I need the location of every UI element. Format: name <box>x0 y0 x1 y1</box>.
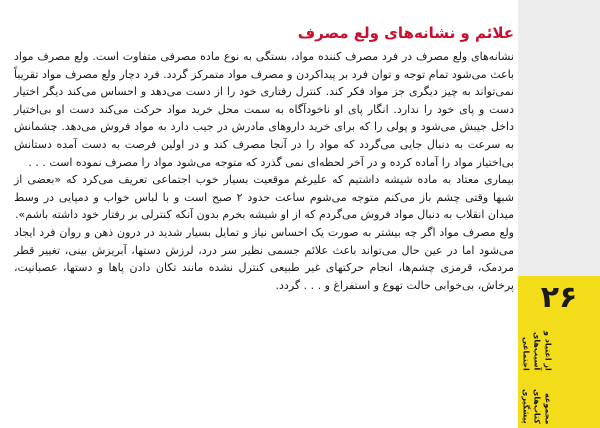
paragraph: ولع مصرف مواد اگر چه بیشتر به صورت یک احساس نیاز و تمایل بسیار شدید در درون ذهن و روان فرد ایجاد می‌شود اما در عین حال می‌تواند باعث علائم جسمی نظیر سر درد، لرزش دستها، آبریزش بینی، تغییر قطر مردمک، قرمزی چشم‌ها، انجام حرکتهای غیر طبیعی کنترل نشده مانند تکان دادن پاها و دستها، عصبانیت، پرخاش، بی‌خوابی حالت تهوع و استفراغ و . . . گردد. <box>14 225 514 292</box>
article-body <box>14 22 514 294</box>
paragraph: نشانه‌های ولع مصرف در فرد مصرف کننده مواد، بستگی به نوع ماده مصرفی متفاوت است. ولع مصرف مواد باعث می‌شود تمام توجه و توان فرد بر پیداکردن و مصرف مواد متمرکز گردد. فرد دچار ولع مصرف مواد تقریباً نمی‌تواند به چیز دیگری جز مواد فکر کند. کنترل رفتاری خود را از دست می‌دهد و احساس می‌کند دیگر اختیار دست و پای خود را ندارد. انگار پای او ناخودآگاه به سمت محل خرید مواد حرکت می‌کند دست او بی‌اختیار داخل جیبش می‌شود و پولی را که برای خرید داروهای مادرش در جیب دارد به مواد فروش می‌دهد. چشمانش به سرعت به دنبال جایی می‌گردد که مواد را در آنجا مصرف کند و در اولین فرصت به دست آمده دستانش بی‌اختیار مواد را آماده کرده و در آخر لحظه‌ای نمی گذرد که متوجه می‌شود مواد را مصرف نموده است . . . <box>14 50 514 169</box>
section-heading: علائم و نشانه‌های ولع مصرف <box>297 24 514 42</box>
series-title-line: از اعتیاد و آسیب‌های اجتماعی <box>521 330 553 371</box>
book-series-title <box>520 312 554 424</box>
series-title-line: مجموعه کتاب‌های پیشگیری <box>521 389 553 424</box>
paragraph: بیماری معتاد به ماده شیشه داشتیم که علیرغم موقعیت بسیار خوب اجتماعی تعریف می‌کرد که «بعضی از شبها وقتی چشم باز می‌کنم متوجه می‌شوم ساعت حدود ۲ صبح است و با لباس خواب و دمپایی در وسط میدان انقلاب به دنبال مواد فروش می‌گردم که از او شیشه بخرم بدون آنکه کنترلی بر رفتار خود داشته باشم». <box>14 173 514 222</box>
page-number: ۲۶ <box>540 280 578 315</box>
